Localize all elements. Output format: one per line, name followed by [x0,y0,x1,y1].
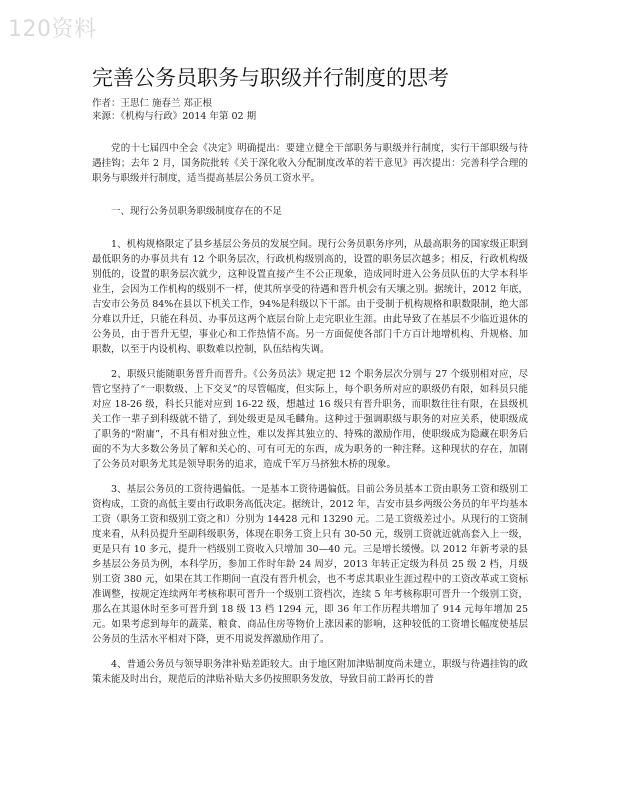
article [92,64,528,687]
paragraph-2: 2、职级只能随职务晋升而晋升。《公务员法》规定把 12 个职务层次分别与 27 个级别相对应，尽管它坚持了“一职数级、上下交叉”的尽管幅度，但实际上，每个职务所对应的职级仍有限，如科员只能对应 18-26 级，科长只能对应到 16-22 级，想越过 16 级只有晋升职务，而职数往往有限，在县级机关工作一辈子到科级就不错了，到处级更是凤毛麟角。这种过于强调职级与职务的对应关系，使职级成了职务的“附庸”，不具有相对独立性，难以发挥其独立的、特殊的激励作用，使职级成为隐藏在职务后面的不为大多数公务员了解和关心的、可有可无的东西，成为职务的一种注释。这种现状的存在，加剧了公务员对职务尤其是领导职务的追求，造成千军万马挤独木桥的现象。 [92,369,528,470]
article-authors: 作者：王思仁 施春兰 郑正根 [92,98,213,109]
paragraph-3: 3、基层公务员的工资待遇偏低。一是基本工资待遇偏低。目前公务员基本工资由职务工资和级别工资构成，工资的高低主要由行政职务高低决定。据统计，2012 年，吉安市县乡两级公务员的年平均基本工资（职务工资和级别工资之和）分别为 14428 元和 13290 元。二是工资级差过小。从现行的工资制度来看，从科员提升至副科级职务，体现在职务工资上只有 30-50 元，级别工资就近就高套入上一级，更是只有 10 多元，提升一档级别工资收入只增加 30—40 元。三是增长缓慢。以 2012 年新考录的县乡基层公务员为例，本科学历，参加工作时年龄 24 周岁，2013 年转正定级为科员 25 级 2 档，月级别工资 380 元，如果在其工作期间一直没有晋升机会，也不考虑其职业生涯过程中的工资改革或工资标准调整，按规定连续两年考核称职可晋升一个级别工资档次，连续 5 年考核称职可晋升一个级别工资，那么在其退休时至多可晋升到 18 级 13 档 1294 元，即 36 年工作历程共增加了 914 元每年增加 25 元。如果考虑到每年的蔬菜、粮食、商品住房等物价上涨因素的影响，这种较低的工资增长幅度使基层公务员的生活水平相对下降，更不用说发挥激励作用了。 [92,484,528,645]
paragraph-4: 4、普通公务员与领导职务津补贴差距较大。由于地区附加津贴制度尚未建立，职级与待遇挂钩的政策未能及时出台，规范后的津贴补贴大多仍按照职务发放，导致目前工龄再长的普 [92,659,528,685]
watermark-logo: 120资料 [8,17,97,42]
section-heading: 一、现行公务员职务职级制度存在的不足 [111,206,283,217]
paragraph-1: 1、机构规格限定了县乡基层公务员的发展空间。现行公务员职务序列，从最高职务的国家级正职到最低职务的办事员共有 12 个职务层次，行政机构级别高的，设置的职务层次越多；相反，行政机构级别低的，设置的职务层次就少，这种设置直接产生不公正现象，造成同时进入公务员队伍的大学本科毕业生，会因为工作机构的级别不一样，使其所享受的待遇和晋升机会有天壤之别。据统计，2012 年底，吉安市公务员 84%在县以下机关工作，94%是科级以下干部。由于受制于机构规格和职数限制，绝大部分难以升迁，只能在科员、办事员这两个底层台阶上走完职业生涯。由此导致了在基层不少临近退休的公务员，由于晋升无望，事业心和工作热情不高。另一方面促使各部门千方百计地增机构、升规格、加职数，以至于内设机构、职数难以控制，队伍结构失调。 [92,239,528,355]
article-source: 来源：《机构与行政》2014 年第 02 期 [92,111,257,122]
intro-paragraph: 党的十七届四中全会《决定》明确提出：要建立健全干部职务与职级并行制度，实行干部职级与待遇挂钩；去年 2 月，国务院批转《关于深化收入分配制度改革的若干意见》再次提出：完善科学合理的职务与职级并行制度，适当提高基层公务员工资水平。 [92,143,528,184]
article-title: 完善公务员职务与职级并行制度的思考 [92,66,449,90]
